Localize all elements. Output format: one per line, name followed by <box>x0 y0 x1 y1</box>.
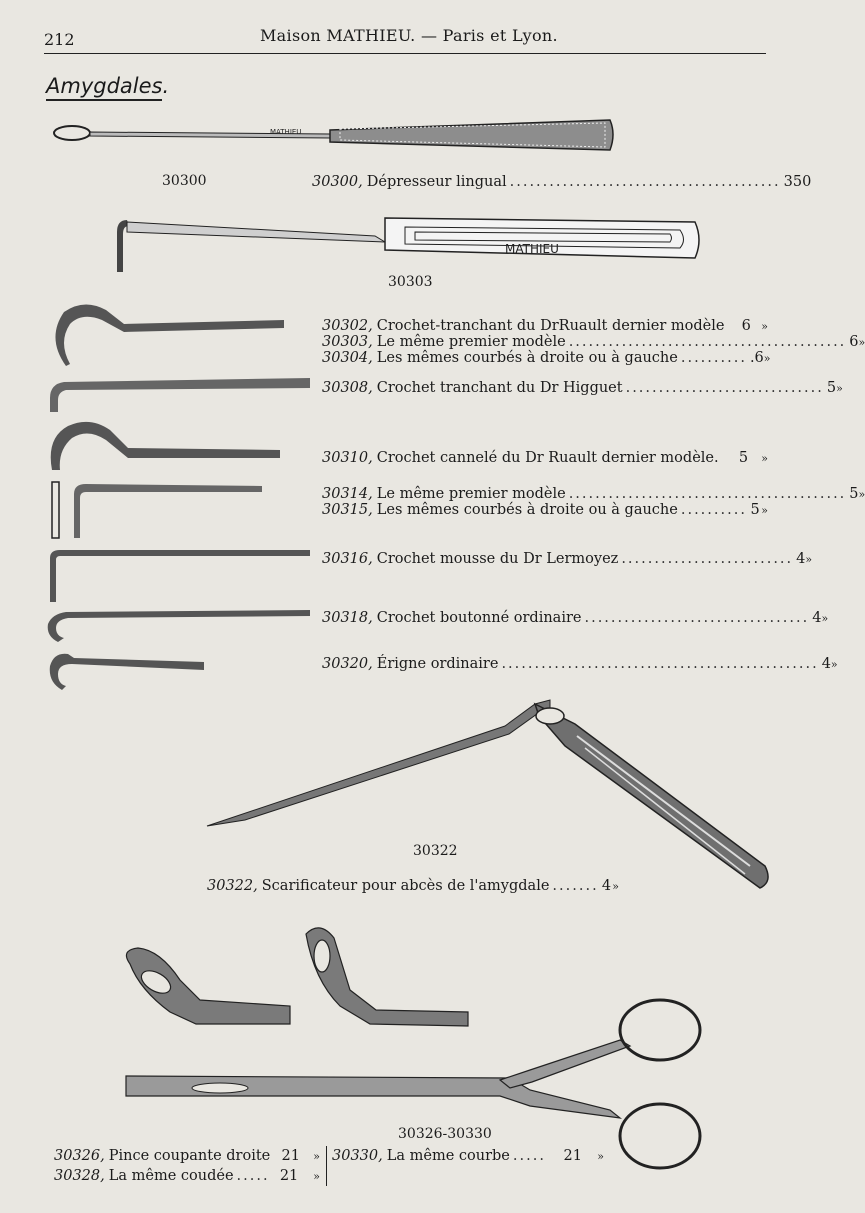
item-price: 21 <box>563 1148 582 1164</box>
item-cents: » <box>761 320 768 333</box>
item-desc: Les mêmes courbés à droite ou à gauche <box>376 502 678 518</box>
item-30318: 30318, Crochet boutonné ordinaire .................................. 4 » <box>322 610 829 626</box>
item-cents: 50 <box>792 174 812 190</box>
item-ref: 30315, <box>322 502 373 518</box>
hook-30302 <box>55 304 284 366</box>
scarifier-illustration <box>205 698 775 898</box>
item-ref: 30303, <box>322 334 373 350</box>
item-price: 4 <box>601 878 612 894</box>
item-price: 4 <box>812 610 822 626</box>
item-cents: » <box>836 382 843 395</box>
item-30310 <box>322 450 768 466</box>
item-cents: » <box>313 1170 320 1183</box>
column-divider <box>326 1146 327 1186</box>
item-price: 6 <box>849 334 859 350</box>
item-desc: Le même premier modèle <box>376 486 566 502</box>
item-desc: Dépresseur lingual <box>366 174 507 190</box>
page-number: 212 <box>44 30 75 49</box>
item-30303: 30303, Le même premier modèle .......................................... 6 » <box>322 334 865 350</box>
item-desc: Le même premier modèle <box>376 334 566 350</box>
item-desc: Crochet boutonné ordinaire <box>376 610 582 626</box>
item-price: 5 <box>750 502 760 518</box>
item-desc: La même coudée <box>108 1168 234 1184</box>
item-ref: 30328, <box>54 1168 105 1184</box>
engraved-brand: MATHIEU <box>270 128 302 136</box>
item-ref: 30320, <box>322 656 373 672</box>
item-desc: Crochet cannelé du Dr Ruault dernier modèle. <box>376 450 719 466</box>
item-cents: » <box>761 452 768 465</box>
hook-30310 <box>51 422 280 470</box>
item-cents: » <box>858 488 865 501</box>
item-ref: 30316, <box>322 551 373 567</box>
item-price: 5 <box>849 486 859 502</box>
item-ref: 30318, <box>322 610 373 626</box>
hook-slotted-handle-illustration <box>105 212 705 276</box>
item-price: 6 <box>741 318 751 334</box>
item-30300: 30300, Dépresseur lingual ......................................... 3 50 <box>312 174 812 190</box>
item-30304: 30304, Les mêmes courbés à droite ou à gauche .......... .6 » <box>322 350 771 366</box>
item-ref: 30310, <box>322 450 373 466</box>
section-title: Amygdales. <box>46 74 170 98</box>
item-30315: 30315, Les mêmes courbés à droite ou à gauche .......... 5 » <box>322 502 768 518</box>
caption-30300: 30300 <box>162 173 207 189</box>
item-price: 4 <box>821 656 831 672</box>
caption-30303: 30303 <box>388 274 433 290</box>
item-desc: Érigne ordinaire <box>376 656 499 672</box>
item-30302 <box>322 318 768 334</box>
item-price: .6 <box>749 350 764 366</box>
header-rule <box>44 53 766 54</box>
item-cents: » <box>761 504 768 517</box>
handle-engraving: MATHIEU <box>505 242 559 256</box>
hook-30315 <box>74 484 262 538</box>
item-desc: Crochet tranchant du Dr Higguet <box>376 380 623 396</box>
item-desc: La même courbe <box>386 1148 510 1164</box>
hook-30308 <box>50 378 310 412</box>
hook-30320 <box>50 654 204 690</box>
item-30308: 30308, Crochet tranchant du Dr Higguet .............................. 5 » <box>322 380 843 396</box>
tongue-depressor-illustration <box>50 112 620 156</box>
item-30316: 30316, Crochet mousse du Dr Lermoyez .......................... 4 » <box>322 551 813 567</box>
item-desc: Crochet-tranchant du DrRuault dernier modèle <box>376 318 725 334</box>
item-cents: » <box>763 352 771 365</box>
item-price: 4 <box>796 551 806 567</box>
item-30320: 30320, Érigne ordinaire ................................................ 4 » <box>322 656 838 672</box>
hooks-column-illustration <box>44 298 314 698</box>
item-price: 3 <box>783 174 793 190</box>
item-ref: 30326, <box>54 1148 105 1164</box>
running-head: Maison MATHIEU. — Paris et Lyon. <box>260 26 558 45</box>
item-ref: 30322, <box>207 878 258 894</box>
item-30326 <box>54 1148 320 1164</box>
item-30322: 30322, Scarificateur pour abcès de l'amygdale ....... 4 » <box>207 878 619 894</box>
item-desc: Scarificateur pour abcès de l'amygdale <box>261 878 550 894</box>
item-ref: 30300, <box>312 174 363 190</box>
item-cents: » <box>313 1150 320 1163</box>
item-desc: Pince coupante droite <box>108 1148 271 1164</box>
item-cents: » <box>612 880 619 893</box>
item-30314: 30314, Le même premier modèle .......................................... 5 » <box>322 486 865 502</box>
item-ref: 30308, <box>322 380 373 396</box>
item-ref: 30314, <box>322 486 373 502</box>
item-cents: » <box>821 612 829 625</box>
item-cents: » <box>858 336 865 349</box>
caption-30326-30330: 30326-30330 <box>398 1126 492 1142</box>
item-price: 5 <box>738 450 749 466</box>
item-ref: 30302, <box>322 318 373 334</box>
curved-jaw-tip <box>306 928 468 1026</box>
hook-30318 <box>48 610 310 642</box>
item-cents: » <box>805 553 813 566</box>
item-desc: Crochet mousse du Dr Lermoyez <box>376 551 619 567</box>
item-price: 21 <box>279 1168 299 1184</box>
item-30328: 30328, La même coudée ..... 21 » <box>54 1168 320 1184</box>
hook-30316 <box>50 550 310 602</box>
section-underline <box>46 99 162 101</box>
caption-30322: 30322 <box>413 843 458 859</box>
item-ref: 30330, <box>332 1148 383 1164</box>
item-price: 5 <box>826 380 837 396</box>
item-price: 21 <box>281 1148 300 1164</box>
item-desc: Les mêmes courbés à droite ou à gauche <box>376 350 678 366</box>
item-ref: 30304, <box>322 350 373 366</box>
item-30330: 30330, La même courbe ..... 21 » <box>332 1148 604 1164</box>
hook-30314-side <box>52 482 59 538</box>
item-cents: » <box>597 1150 604 1163</box>
item-cents: » <box>830 658 838 671</box>
